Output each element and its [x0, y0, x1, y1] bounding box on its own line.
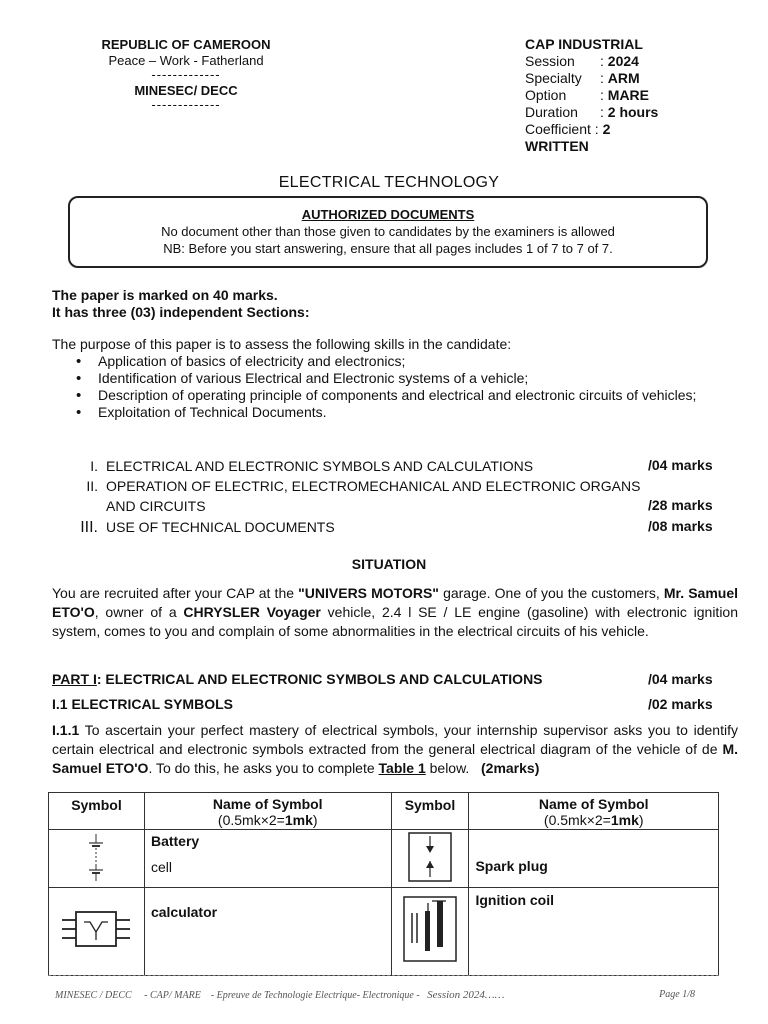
authorized-heading: AUTHORIZED DOCUMENTS: [301, 207, 475, 222]
part-marks: /04 marks: [648, 671, 713, 687]
exam-info-row: Coefficient : 2: [525, 121, 611, 137]
section-row: I. ELECTRICAL AND ELECTRONIC SYMBOLS AND CALCULATIONS: [90, 458, 534, 474]
exam-info-row: Option : MARE: [525, 87, 650, 103]
footer-divider: [48, 975, 719, 976]
table-header: Symbol: [391, 793, 469, 830]
battery-cell-symbol: [49, 830, 145, 888]
purpose-statement: The purpose of this paper is to assess the following skills in the candidate:: [52, 336, 512, 352]
symbol-name: Spark plug: [475, 857, 548, 874]
exam-info-row: Duration : 2 hours: [525, 104, 659, 120]
authorized-documents-box: [68, 196, 708, 268]
exam-info-row: Specialty : ARM: [525, 70, 640, 86]
list-item: • Identification of various Electrical and Electronic systems of a vehicle;: [76, 370, 716, 387]
subsection-heading: I.1 ELECTRICAL SYMBOLS: [52, 696, 233, 712]
motto: Peace – Work - Fatherland: [108, 53, 264, 68]
paper-title: ELECTRICAL TECHNOLOGY: [278, 174, 500, 191]
table-row: [49, 830, 719, 888]
list-item: • Exploitation of Technical Documents.: [76, 404, 716, 421]
part-heading: PART I: ELECTRICAL AND ELECTRONIC SYMBOLS AND CALCULATIONS: [52, 671, 543, 687]
ignition-coil-icon: [398, 891, 462, 969]
symbol-name: calculator: [150, 904, 218, 920]
page-footer: MINESEC / DECC - CAP/ MARE - Epreuve de Technologie Electrique- Electronique - Session 2024…… Page 1/8: [55, 989, 695, 1001]
section-row-continued: AND CIRCUITS: [106, 498, 206, 514]
question-text: I.1.1 To ascertain your perfect mastery of electrical symbols, your internship supervisor asks you to identify certain electrical and electronic symbols extracted from the general electrical diagram of the vehicle of de M. Samuel ETO'O. To do this, he asks you to complete Table 1 below. (2marks): [52, 722, 738, 776]
section-row: III. USE OF TECHNICAL DOCUMENTS: [80, 519, 335, 536]
calculator-symbol: [49, 888, 145, 976]
exam-name: CAP INDUSTRIAL: [525, 36, 643, 52]
exam-mode: WRITTEN: [525, 138, 589, 154]
country-name: REPUBLIC OF CAMEROON: [101, 37, 271, 52]
symbol-name: cell: [150, 859, 172, 875]
table-header: Name of Symbol (0.5mk×2=1mk): [144, 793, 391, 830]
skills-list: [76, 353, 716, 421]
section-row: II. OPERATION OF ELECTRIC, ELECTROMECHANICAL AND ELECTRONIC ORGANS: [86, 478, 641, 494]
ignition-coil-symbol: [391, 888, 469, 976]
symbol-name: Ignition coil: [475, 892, 554, 908]
authorized-line: No document other than those given to candidates by the examiners is allowed: [161, 224, 615, 239]
divider: -------------: [151, 67, 221, 82]
battery-cell-icon: [66, 830, 126, 884]
subsection-marks: /02 marks: [648, 696, 713, 712]
sections-statement: It has three (03) independent Sections:: [52, 304, 310, 320]
divider: -------------: [151, 97, 221, 112]
situation-heading: SITUATION: [351, 556, 427, 572]
situation-paragraph: You are recruited after your CAP at the "UNIVERS MOTORS" garage. One of you the customers, Mr. Samuel ETO'O, owner of a CHRYSLER Voyager vehicle, 2.4 l SE / LE engine (gasoline) with electronic ignition system, comes to you and complain of some abnormalities in the electrical circuits of his vehicle.: [52, 585, 738, 639]
section-marks: /08 marks: [648, 518, 713, 534]
table-header: Symbol: [49, 793, 145, 830]
spark-plug-symbol: [391, 830, 469, 888]
marks-statement: The paper is marked on 40 marks.: [52, 287, 278, 303]
authorized-note: NB: Before you start answering, ensure that all pages includes 1 of 7 to 7 of 7.: [163, 241, 613, 256]
section-marks: /28 marks: [648, 497, 713, 513]
exam-info-row: Session : 2024: [525, 53, 639, 69]
page-number: Page 1/8: [659, 989, 695, 1000]
symbols-table: [48, 792, 719, 976]
table-row: [49, 888, 719, 976]
section-marks: /04 marks: [648, 457, 713, 473]
list-item: • Application of basics of electricity and electronics;: [76, 353, 716, 370]
calculator-icon: [56, 900, 136, 960]
symbol-name: Battery: [150, 833, 200, 849]
spark-plug-icon: [400, 830, 460, 884]
ministry: MINESEC/ DECC: [134, 83, 238, 98]
list-item: • Description of operating principle of components and electrical and electronic circuits of vehicles;: [76, 387, 698, 404]
table-header: Name of Symbol (0.5mk×2=1mk): [469, 793, 719, 830]
